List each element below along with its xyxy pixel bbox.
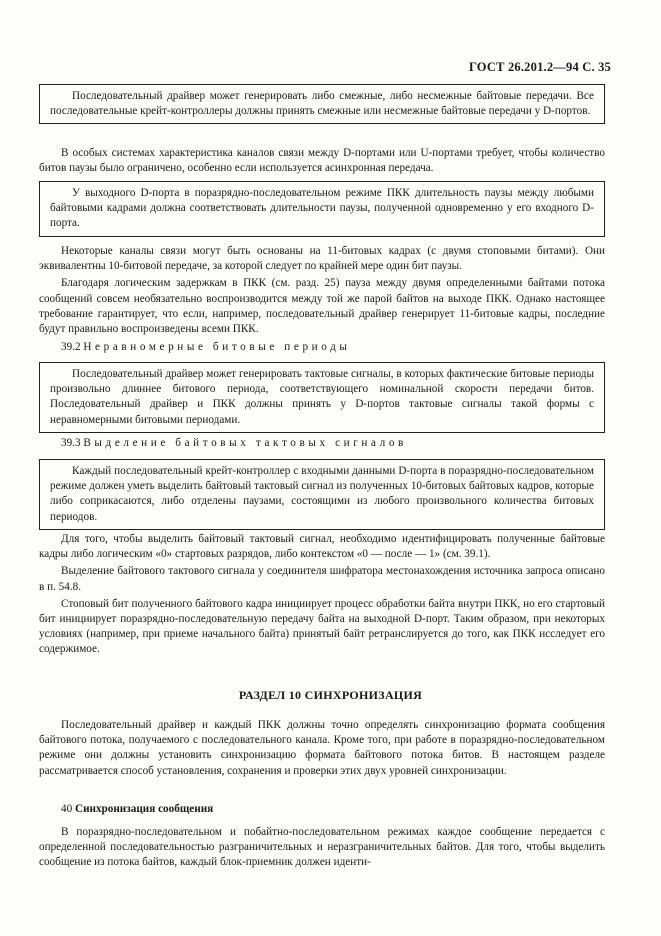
- paragraph-text: Выделение байтового тактового сигнала у соединителя шифратора местонахождения источника запроса описано в п. 54.8.: [39, 565, 605, 593]
- clause-heading-40: [61, 803, 213, 815]
- subsection-title: Выделение байтовых тактовых сигналов: [83, 437, 407, 449]
- boxed-requirement-4: [39, 459, 605, 530]
- paragraph-text: Последовательный драйвер и каждый ПКК должны точно определять синхронизацию формата сообщения байтового потока, получаемого с последовательного канала. Кроме того, при работе в поразрядно-последовательном режиме они должны установить синхронизацию формата байтового потока битов. В настоящем разделе рассматривается способ установления, сохранения и проверки этих двух уровней синхронизации.: [39, 719, 605, 777]
- paragraph: [39, 146, 605, 176]
- requirement-text: У выходного D-порта в поразрядно-последовательном режиме ПКК длительность паузы между любыми байтовыми кадрами должна соответствовать длительности паузы, полученной одновременно у его входного D-порта.: [50, 187, 594, 230]
- subsection-heading-39-2: [61, 341, 351, 353]
- paragraph-text: В особых системах характеристика каналов связи между D-портами или U-портами требует, чтобы количество битов паузы было ограничено, особенно если используется асинхронная передача.: [39, 147, 605, 175]
- running-header: ГОСТ 26.201.2—94 С. 35: [468, 60, 611, 74]
- paragraph-group: [39, 532, 605, 658]
- boxed-requirement-2: [39, 181, 605, 237]
- paragraph-text: Благодаря логическим задержкам в ПКК (см. разд. 25) пауза между двумя определенными байтами потока сообщений совсем необязательно воспроизводится между той же парой байтов на выходе ПКК. Однако настоящее требование гарантирует, что если, например, последовательный драйвер генерирует 11-битовые кадры, последние будут правильно воспроизведены всеми ПКК.: [39, 277, 605, 336]
- boxed-requirement-1: [39, 84, 605, 124]
- boxed-requirement-3: [39, 362, 605, 433]
- requirement-text: Каждый последовательный крейт-контроллер с входными данными D-порта в поразрядно-последовательном режиме должен уметь выделить байтовый тактовый сигнал из полученных 10-битовых байтовых кадров, которые либо соприкасаются, либо отделены паузами, состоящими из любого произвольного количества битовых периодов.: [50, 465, 594, 523]
- section-title: РАЗДЕЛ 10 СИНХРОНИЗАЦИЯ: [238, 688, 423, 702]
- subsection-title: Неравномерные битовые периоды: [83, 341, 351, 353]
- subsection-heading-39-3: [61, 437, 407, 449]
- clause-number: 40: [61, 803, 73, 815]
- paragraph-text: Некоторые каналы связи могут быть основаны на 11-битовых кадрах (с двумя стоповыми битами). Они эквивалентны 10-битовой передаче, за которой следует по крайней мере один бит паузы.: [39, 245, 605, 273]
- paragraph-group: [39, 244, 605, 337]
- paragraph: [39, 825, 605, 871]
- paragraph: [39, 718, 605, 779]
- requirement-text: Последовательный драйвер может генерировать либо смежные, либо несмежные байтовые передачи. Все последовательные крейт-контроллеры должны принять смежные или несмежные байтовые передачи у D-портов.: [50, 90, 594, 118]
- paragraph-text: Для того, чтобы выделить байтовый тактовый сигнал, необходимо идентифицировать полученные байтовые кадры либо логическим «0» стартовых разрядов, либо контекстом «0 — после — 1» (см. 39.1).: [39, 533, 605, 561]
- clause-title: Синхронизация сообщения: [74, 803, 214, 815]
- paragraph-text: В поразрядно-последовательном и побайтно-последовательном режимах каждое сообщение передается с определенной последовательностью разграничительных и неразграничительных байтов. Для того, чтобы выделить сообщение из потока байтов, каждый блок-приемник должен иденти-: [39, 826, 605, 869]
- requirement-text: Последовательный драйвер может генерировать тактовые сигналы, в которых фактические битовые периоды произвольно длиннее битового периода, соответствующего номинальной скорости передачи битов. Последовательный драйвер и ПКК должны принять у D-портов тактовые сигналы такой формы с неравномерными битовыми периодами.: [50, 368, 594, 426]
- paragraph-text: Стоповый бит полученного байтового кадра инициирует процесс обработки байта внутри ПКК, но его стартовый бит инициирует поразрядно-последовательную передачу байта на выходной D-порт. Таким образом, при некоторых условиях (например, при приеме начального байта) принятый байт ретранслируется до того, как ПКК исследует его содержимое.: [39, 597, 605, 656]
- subsection-number: 39.2: [61, 341, 81, 353]
- subsection-number: 39.3: [61, 437, 81, 449]
